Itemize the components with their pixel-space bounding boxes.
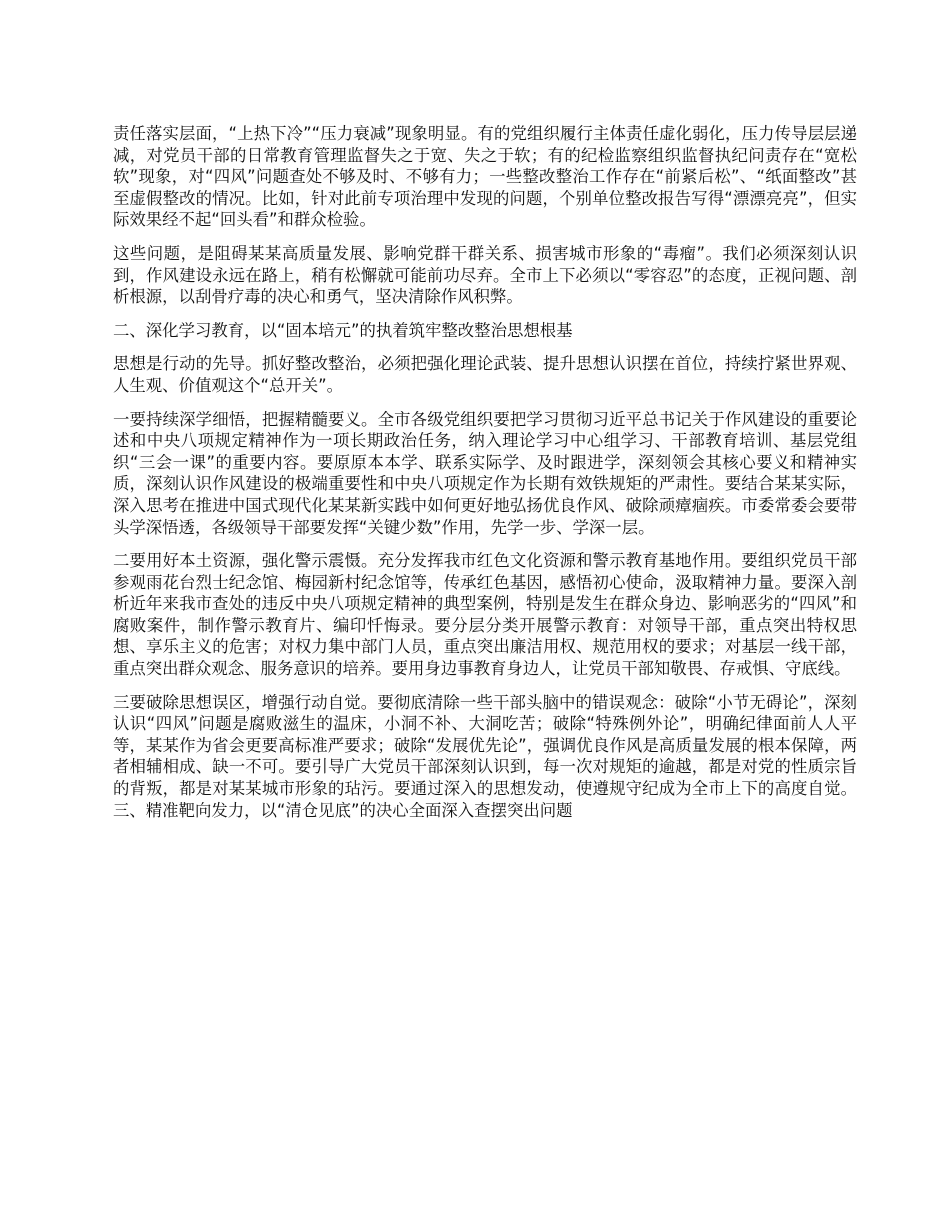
- paragraph-study: 一要持续深学细悟，把握精髓要义。全市各级党组织要把学习贯彻习近平总书记关于作风建设的重要论述和中央八项规定精神作为一项长期政治任务，纳入理论学习中心组学习、干部教育培训、基层党组织“三会一课”的重要内容。要原原本本学、联系实际学、及时跟进学，深刻领会其核心要义和精神实质，深刻认识作风建设的极端重要性和中央八项规定作为长期有效铁规矩的严肃性。要结合某某实际，深入思考在推进中国式现代化某某新实践中如何更好地弘扬优良作风、破除顽瘴痼疾。市委常委会要带头学深悟透，各级领导干部要发挥“关键少数”作用，先学一步、学深一层。: [113, 409, 857, 537]
- paragraph-thought: 思想是行动的先导。抓好整改整治，必须把强化理论武装、提升思想认识摆在首位，持续拧紧世界观、人生观、价值观这个“总开关”。: [113, 354, 857, 395]
- paragraph-misconceptions: 三要破除思想误区，增强行动自觉。要彻底清除一些干部头脑中的错误观念：破除“小节无碍论”，深刻认识“四风”问题是腐败滋生的温床，小洞不补、大洞吃苦；破除“特殊例外论”，明确纪律面前人人平等，某某作为省会更要高标准严要求；破除“发展优先论”，强调优良作风是高质量发展的根本保障，两者相辅相成、缺一不可。要引导广大党员干部深刻认识到，每一次对规矩的逾越，都是对党的性质宗旨的背叛，都是对某某城市形象的玷污。要通过深入的思想发动，使遵规守纪成为全市上下的高度自觉。三、精准靶向发力，以“清仓见底”的决心全面深入查摆突出问题: [113, 692, 857, 820]
- paragraph-tumor: 这些问题，是阻碍某某高质量发展、影响党群干群关系、损害城市形象的“毒瘤”。我们必须深刻认识到，作风建设永远在路上，稍有松懈就可能前功尽弃。全市上下必须以“零容忍”的态度，正视问题、剖析根源，以刮骨疗毒的决心和勇气，坚决清除作风积弊。: [113, 243, 857, 307]
- section-heading-2: 二、深化学习教育，以“固本培元”的执着筑牢整改整治思想根基: [113, 320, 573, 340]
- document-body: [113, 123, 857, 833]
- paragraph-responsibility: 责任落实层面，“上热下冷”“压力衰减”现象明显。有的党组织履行主体责任虚化弱化，压力传导层层递减，对党员干部的日常教育管理监督失之于宽、失之于软；有的纪检监察组织监督执纪问责存在“宽松软”现象，对“四风”问题查处不够及时、不够有力；一些整改整治工作存在“前紧后松”、“纸面整改”甚至虚假整改的情况。比如，针对此前专项治理中发现的问题，个别单位整改报告写得“漂漂亮亮”，但实际效果经不起“回头看”和群众检验。: [113, 124, 857, 230]
- paragraph-warning: 二要用好本土资源，强化警示震慑。充分发挥我市红色文化资源和警示教育基地作用。要组织党员干部参观雨花台烈士纪念馆、梅园新村纪念馆等，传承红色基因，感悟初心使命，汲取精神力量。要深入剖析近年来我市查处的违反中央八项规定精神的典型案例，特别是发生在群众身边、影响恶劣的“四风”和腐败案件，制作警示教育片、编印忏悔录。要分层分类开展警示教育：对领导干部，重点突出特权思想、享乐主义的危害；对权力集中部门人员，重点突出廉洁用权、规范用权的要求；对基层一线干部，重点突出群众观念、服务意识的培养。要用身边事教育身边人，让党员干部知敬畏、存戒惧、守底线。: [113, 551, 857, 679]
